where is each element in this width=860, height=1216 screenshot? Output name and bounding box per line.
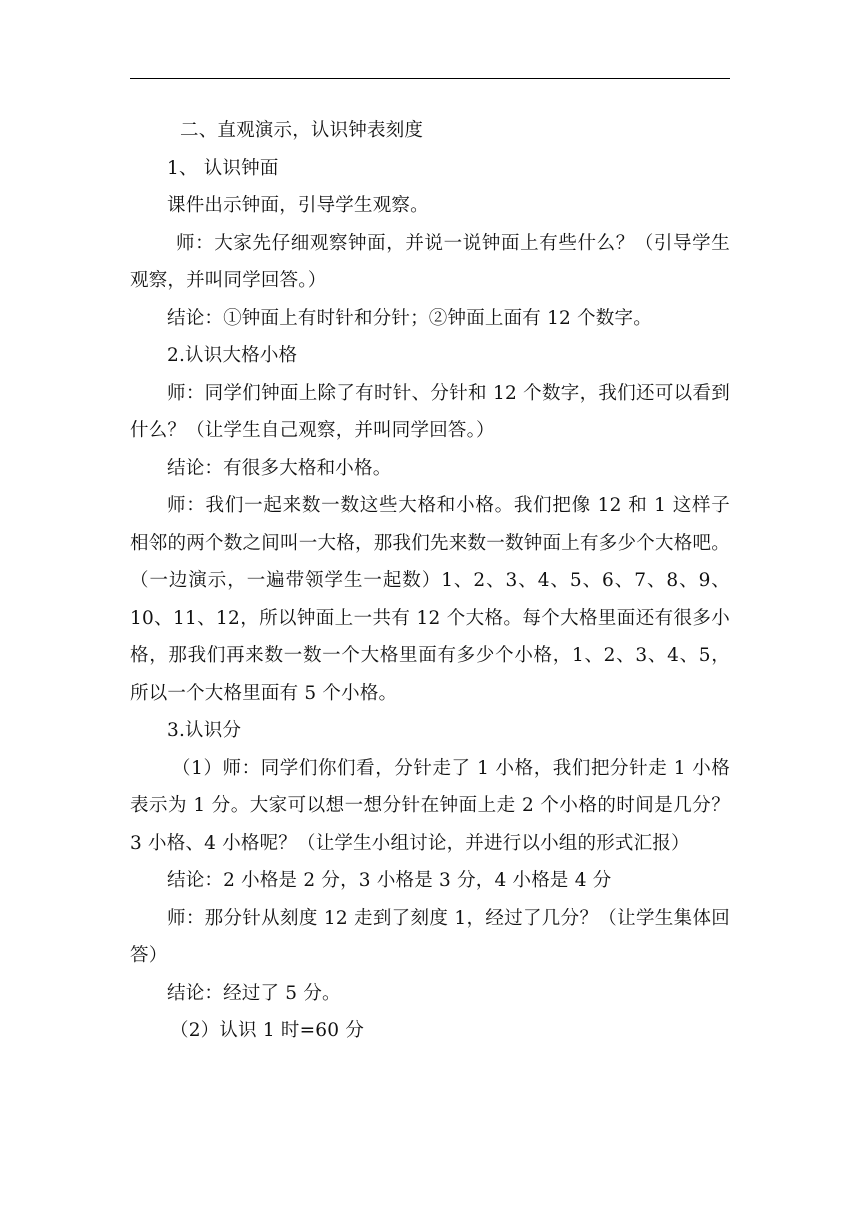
- paragraph-teacher-counting: 师：我们一起来数一数这些大格和小格。我们把像 12 和 1 这样子相邻的两个数之间叫一大格，那我们先来数一数钟面上有多少个大格吧。（一边演示，一遍带领学生一起数）1、2、3、4、5、6、7、8、9、10、11、12，所以钟面上一共有 12 个大格。每个大格里面还有很多小格，那我们再来数一数一个大格里面有多少个小格，1、2、3、4、5，所以一个大格里面有 5 个小格。: [130, 495, 730, 704]
- list-item-3: 3.认识分: [167, 720, 242, 741]
- document-body: [130, 112, 730, 1050]
- section-title: 二、直观演示，认识钟表刻度: [180, 120, 424, 141]
- paragraph-sub-2: （2）认识 1 时=60 分: [170, 1020, 365, 1041]
- list-item-2: 2.认识大格小格: [167, 345, 298, 366]
- paragraph-teacher-question-2: 师：同学们钟面上除了有时针、分针和 12 个数字，我们还可以看到什么？（让学生自己观察，并叫同学回答。）: [130, 382, 730, 441]
- paragraph-sub-1: （1）师：同学们你们看，分针走了 1 小格，我们把分针走 1 小格表示为 1 分。大家可以想一想分针在钟面上走 2 个小格的时间是几分？3 小格、4 小格呢？（让学生小组讨论，并进行以小组的形式汇报）: [130, 757, 730, 854]
- paragraph-conclusion-1: 结论：①钟面上有时针和分针；②钟面上面有 12 个数字。: [167, 307, 652, 329]
- paragraph-teacher-question-1: 师：大家先仔细观察钟面，并说一说钟面上有些什么？（引导学生观察，并叫同学回答。）: [130, 232, 730, 291]
- paragraph-conclusion-3: 结论：2 小格是 2 分，3 小格是 3 分，4 小格是 4 分: [167, 870, 612, 891]
- paragraph-teacher-question-4: 师：那分针从刻度 12 走到了刻度 1，经过了几分？（让学生集体回答）: [130, 907, 730, 966]
- list-item-1: 1、 认识钟面: [167, 157, 279, 179]
- paragraph-courseware: 课件出示钟面，引导学生观察。: [167, 195, 429, 216]
- paragraph-conclusion-2: 结论：有很多大格和小格。: [167, 457, 392, 479]
- paragraph-conclusion-4: 结论：经过了 5 分。: [167, 982, 341, 1004]
- header-rule: [130, 78, 730, 79]
